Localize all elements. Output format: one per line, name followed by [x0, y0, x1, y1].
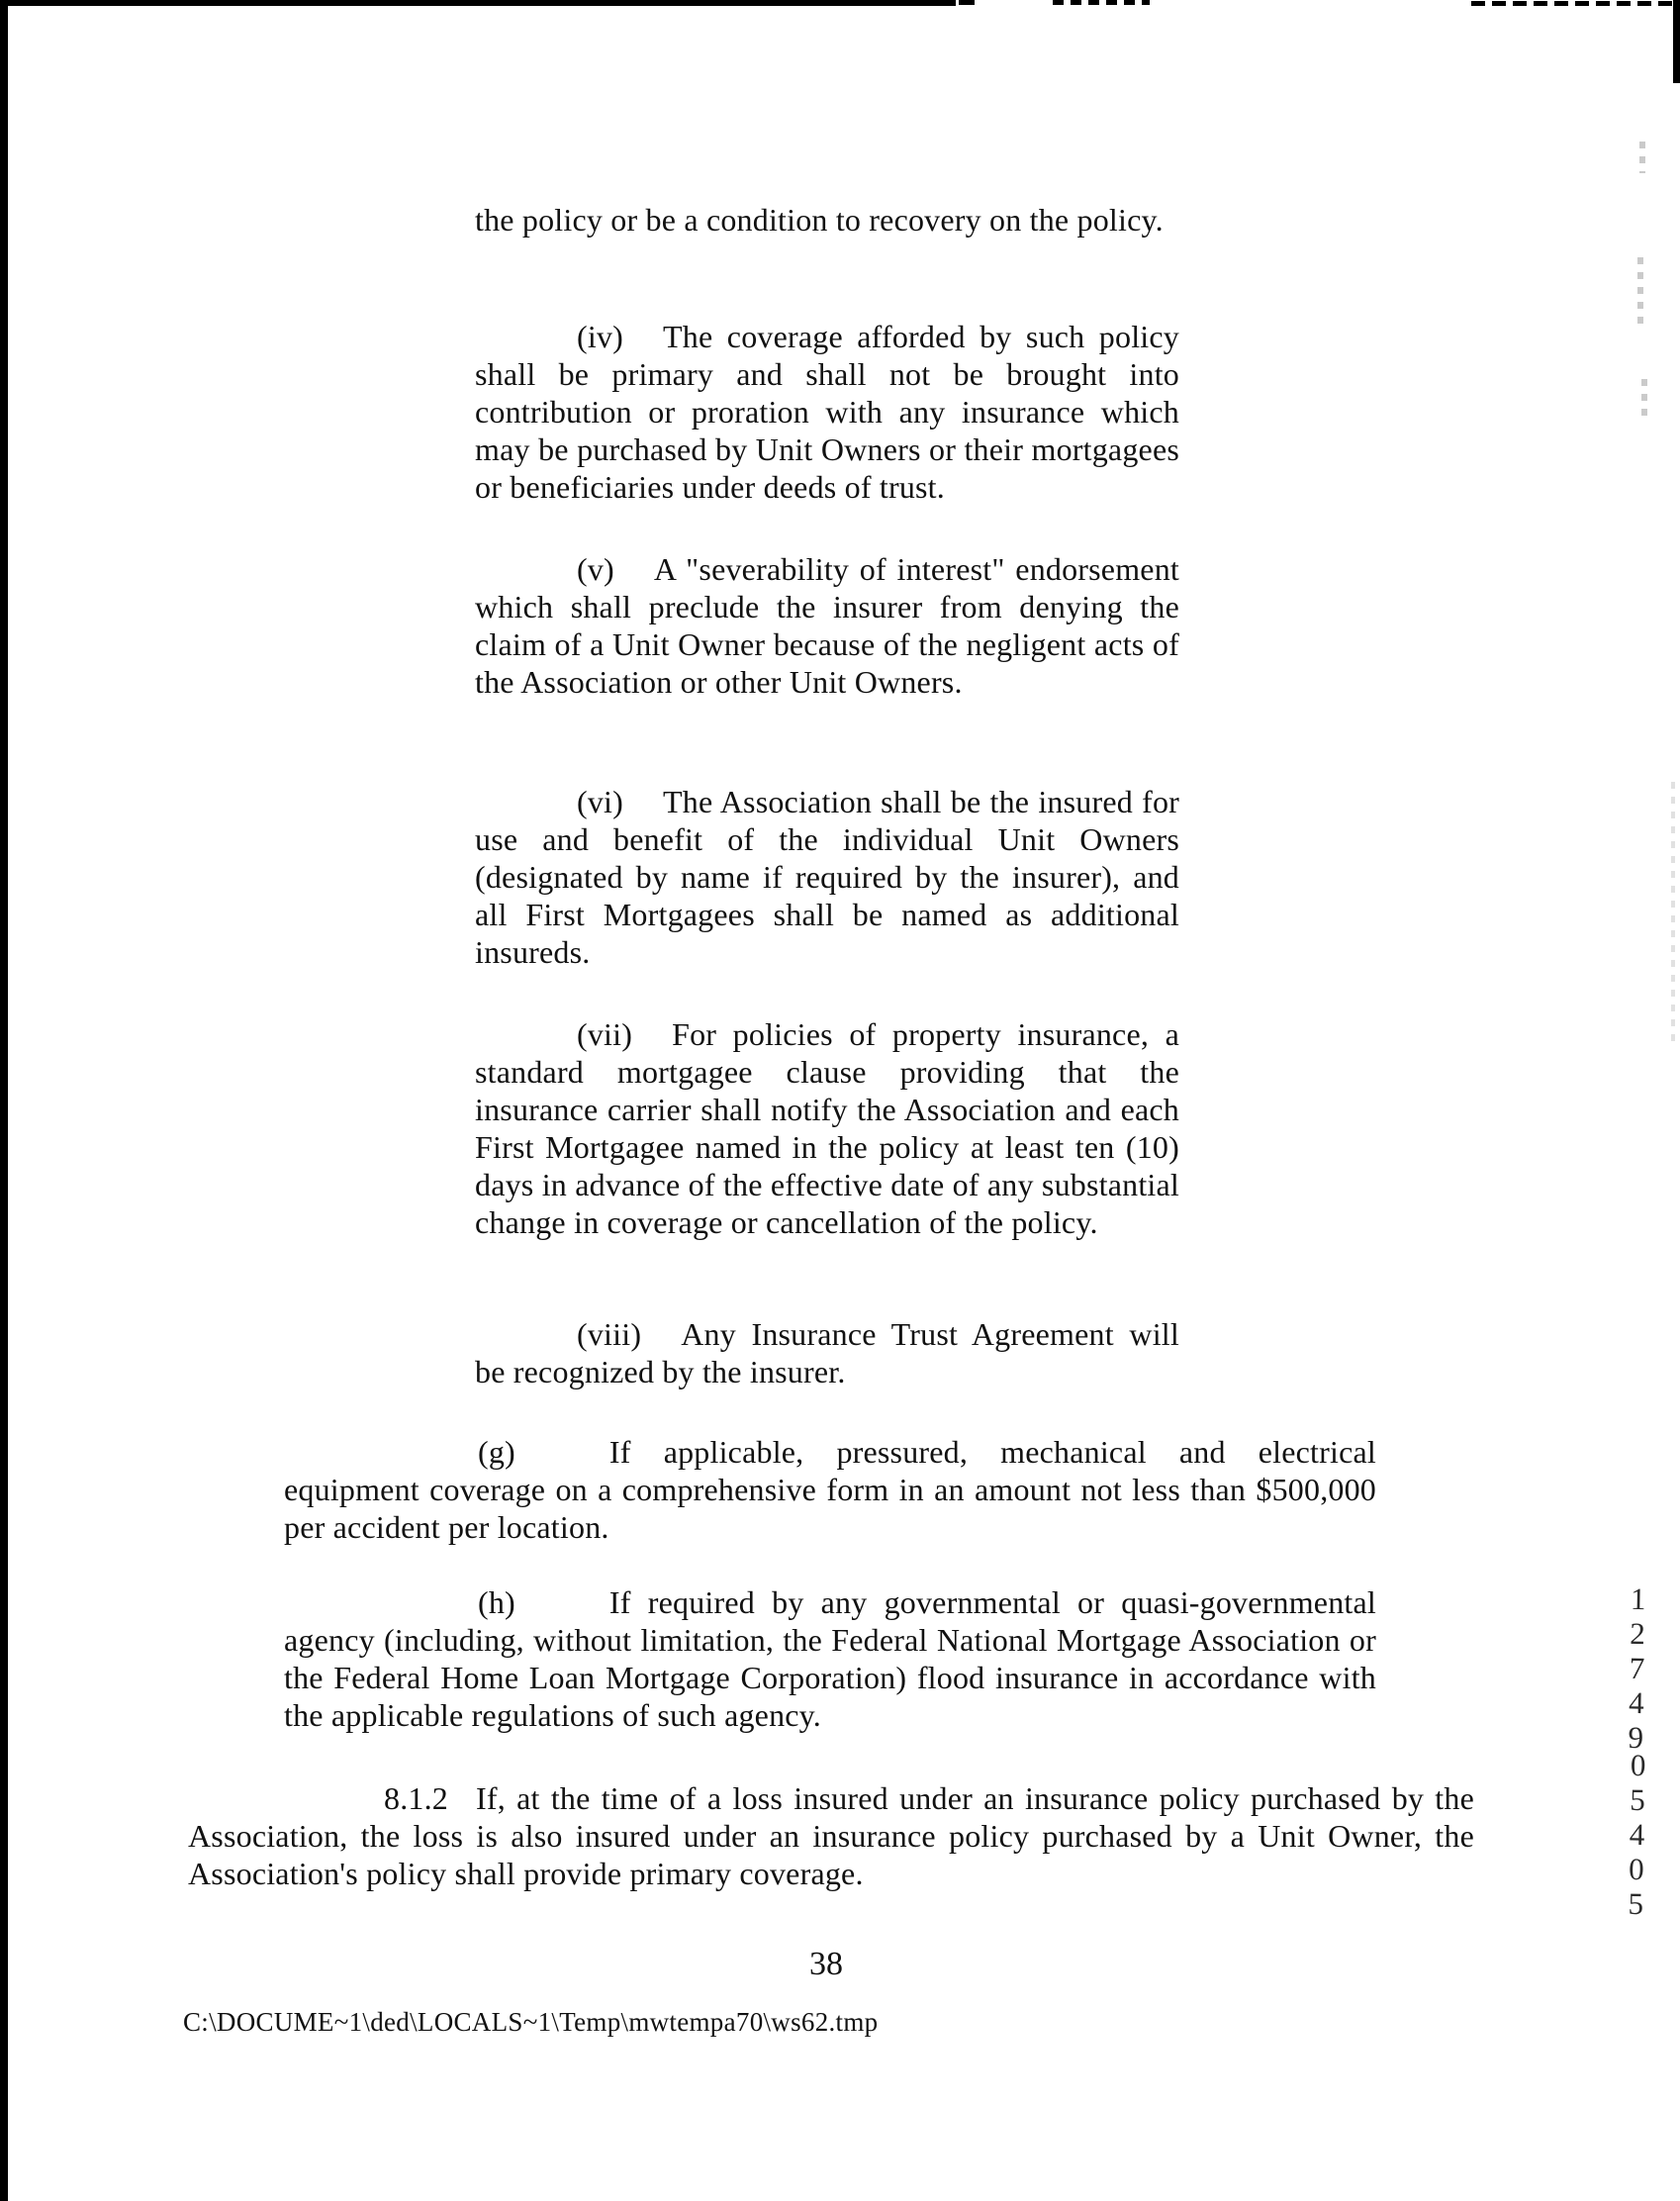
paragraph-item-g [284, 1433, 1376, 1546]
item-label: (v) [577, 551, 614, 587]
scan-smudge [1639, 142, 1645, 173]
scan-smudge [1637, 257, 1643, 331]
bates-stamp-upper: 12749 [1618, 1580, 1656, 1756]
paragraph-text: If required by any governmental or quasi-governmental agency (including, without limitation, the Federal National Mortgage Association or the Federal Home Loan Mortgage Corporation) flood insurance in accordance with the applicable regulations of such agency. [284, 1584, 1376, 1733]
footer-file-path: C:\DOCUME~1\ded\LOCALS~1\Temp\mwtempa70\ws62.tmp [183, 2007, 879, 2037]
scan-artifact-top-dashes [1053, 0, 1150, 5]
paragraph-continuation [475, 201, 1179, 239]
bates-stamp-lower: 05405 [1618, 1747, 1656, 1922]
item-label: (vi) [577, 784, 624, 819]
section-number: 8.1.2 [384, 1780, 448, 1816]
scan-artifact-top-edge [0, 0, 956, 6]
paragraph-text: If, at the time of a loss insured under an insurance policy purchased by the Association, the loss is also insured under an insurance policy purchased by a Unit Owner, the Association's policy shall provide primary coverage. [188, 1780, 1474, 1891]
paragraph-item-h [284, 1583, 1376, 1734]
paragraph-text: The Association shall be the insured for use and benefit of the individual Unit Owners (designated by name if required by the insurer), and all First Mortgagees shall be named as additional insureds. [475, 784, 1179, 970]
scan-smudge [1641, 379, 1647, 419]
paragraph-text: A "severability of interest" endorsement which shall preclude the insurer from denying the claim of a Unit Owner because of the negligent acts of the Association or other Unit Owners. [475, 551, 1179, 700]
paragraph-item-v [475, 550, 1179, 701]
item-label: (vii) [577, 1016, 633, 1052]
scan-artifact-right-corner [1673, 0, 1680, 83]
scan-smudge [1671, 782, 1675, 1049]
paragraph-text: the policy or be a condition to recovery on the policy. [475, 202, 1164, 238]
paragraph-text: Any Insurance Trust Agreement will be recognized by the insurer. [475, 1316, 1179, 1389]
page-number: 38 [809, 1946, 843, 1982]
scan-artifact-top-right-dashes [1471, 1, 1677, 6]
item-label: (viii) [577, 1316, 642, 1352]
paragraph-text: The coverage afforded by such policy shall be primary and shall not be brought into contribution or proration with any insurance which may be purchased by Unit Owners or their mortgagees or beneficiaries under deeds of trust. [475, 319, 1179, 505]
paragraph-text: For policies of property insurance, a standard mortgagee clause providing that the insurance carrier shall notify the Association and each First Mortgagee named in the policy at least ten (10) days in advance of the effective date of any substantial change in coverage or cancellation of the policy. [475, 1016, 1179, 1240]
item-label: (g) [478, 1434, 515, 1470]
paragraph-item-vi [475, 783, 1179, 971]
paragraph-item-vii [475, 1015, 1179, 1241]
scan-artifact-top-dash [959, 0, 975, 5]
item-label: (h) [478, 1584, 515, 1620]
paragraph-item-viii [475, 1315, 1179, 1390]
paragraph-text: If applicable, pressured, mechanical and electrical equipment coverage on a comprehensive form in an amount not less than $500,000 per accident per location. [284, 1434, 1376, 1545]
paragraph-section-8-1-2 [188, 1779, 1474, 1892]
item-label: (iv) [577, 319, 624, 354]
paragraph-item-iv [475, 318, 1179, 506]
scan-artifact-left-edge [0, 0, 8, 2201]
